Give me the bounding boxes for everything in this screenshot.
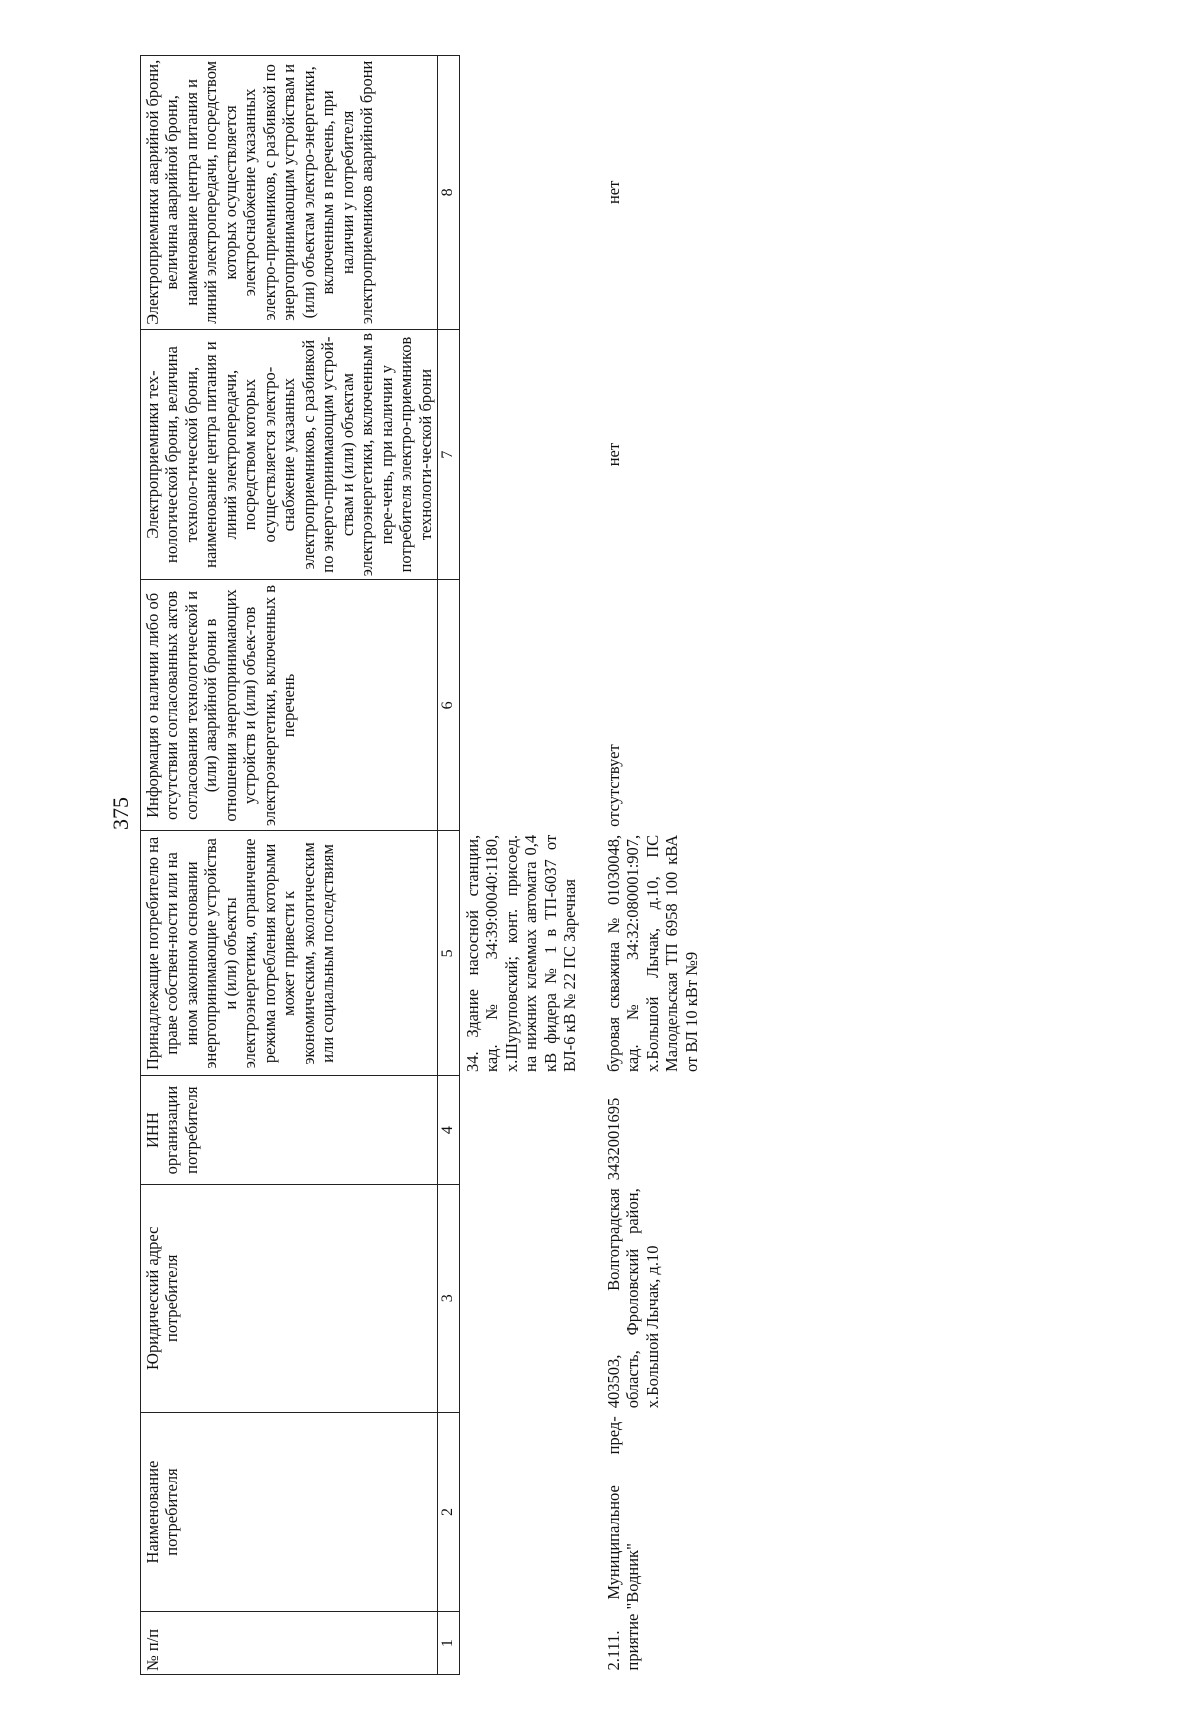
header-inn: ИНН организации потребителя bbox=[141, 1076, 438, 1184]
column-number: 1 bbox=[438, 1612, 460, 1675]
column-number: 6 bbox=[438, 580, 460, 831]
header-acts-info: Информация о наличии либо об отсутствии согласованных актов согласования технологической и (или) аварийной брони в отношении энергопринимающих устройств и (или) объек-тов электроэнергетики, включенных в перечень bbox=[141, 580, 438, 831]
rotated-document bbox=[140, 55, 1070, 1675]
consumer-name-cell: 2.111. Муниципальное пред-приятие "Водник" bbox=[603, 1416, 643, 1671]
device-cell: 34. Здание насосной станции, кад. № 34:39:00040:1180, х.Шуруповский; конт. присоед. на нижних клеммах автомата 0,4 кВ фидера № 1 в ТП-6037 от ВЛ-6 кВ № 22 ПС Заречная bbox=[462, 834, 580, 1072]
header-number: № п/п bbox=[141, 1612, 438, 1675]
consumers-table bbox=[140, 55, 704, 1675]
acts-cell: отсутствует bbox=[603, 744, 623, 827]
table-row-continuation bbox=[459, 56, 582, 1675]
header-devices: Принадлежащие потребителю на праве собствен-ности или на ином законном основании энергопринимающие устройства и (или) объекты электроэнергетики, ограничение режима потребления которыми может привести к экономическим, экологическим или социальным последствиям bbox=[141, 831, 438, 1076]
column-number: 2 bbox=[438, 1412, 460, 1612]
tech-reserve-cell: нет bbox=[603, 442, 623, 467]
device-cell: буровая скважина № 01030048, кад. № 34:32:080001:907, х.Большой Лычак, д.10, ПС Малодельская ТП 6958 100 кВА от ВЛ 10 кВт №9 bbox=[603, 834, 701, 1072]
header-row bbox=[141, 56, 438, 1675]
table-row-entry bbox=[601, 56, 704, 1675]
column-number: 5 bbox=[438, 831, 460, 1076]
column-number: 8 bbox=[438, 56, 460, 330]
header-consumer-name: Наименование потребителя bbox=[141, 1412, 438, 1612]
emergency-reserve-cell: нет bbox=[603, 180, 623, 205]
header-legal-address: Юридический адрес потребителя bbox=[141, 1184, 438, 1412]
inn-cell: 3432001695 bbox=[603, 1097, 623, 1181]
legal-address-cell: 403503, Волгоградская область, Фроловский район, х.Большой Лычак, д.10 bbox=[603, 1188, 662, 1409]
column-number: 7 bbox=[438, 329, 460, 580]
column-number: 4 bbox=[438, 1076, 460, 1184]
column-number: 3 bbox=[438, 1184, 460, 1412]
page-number: 375 bbox=[108, 797, 133, 830]
header-emergency-reserve: Электроприемники аварийной брони, величина аварийной брони, наименование центра питания и линий электропередачи, посредством которых осуществляется электроснабжение указанных электро-приемников, с разбивкой по энергопринимающим устройствам и (или) объектам электро-энергетики, включенным в перечень, при наличии у потребителя электроприемников аварийной брони bbox=[141, 56, 438, 330]
header-tech-reserve: Электроприемники тех-нологической брони, величина техноло-гической брони, наименование центра питания и линий электропередачи, посредством которых осуществляется электро-снабжение указанных электроприемников, с разбивкой по энерго-принимающим устрой-ствам и (или) объектам электроэнергетики, включенным в пере-чень, при наличии у потребителя электро-приемников технологи-ческой брони bbox=[141, 329, 438, 580]
column-number-row bbox=[438, 56, 460, 1675]
